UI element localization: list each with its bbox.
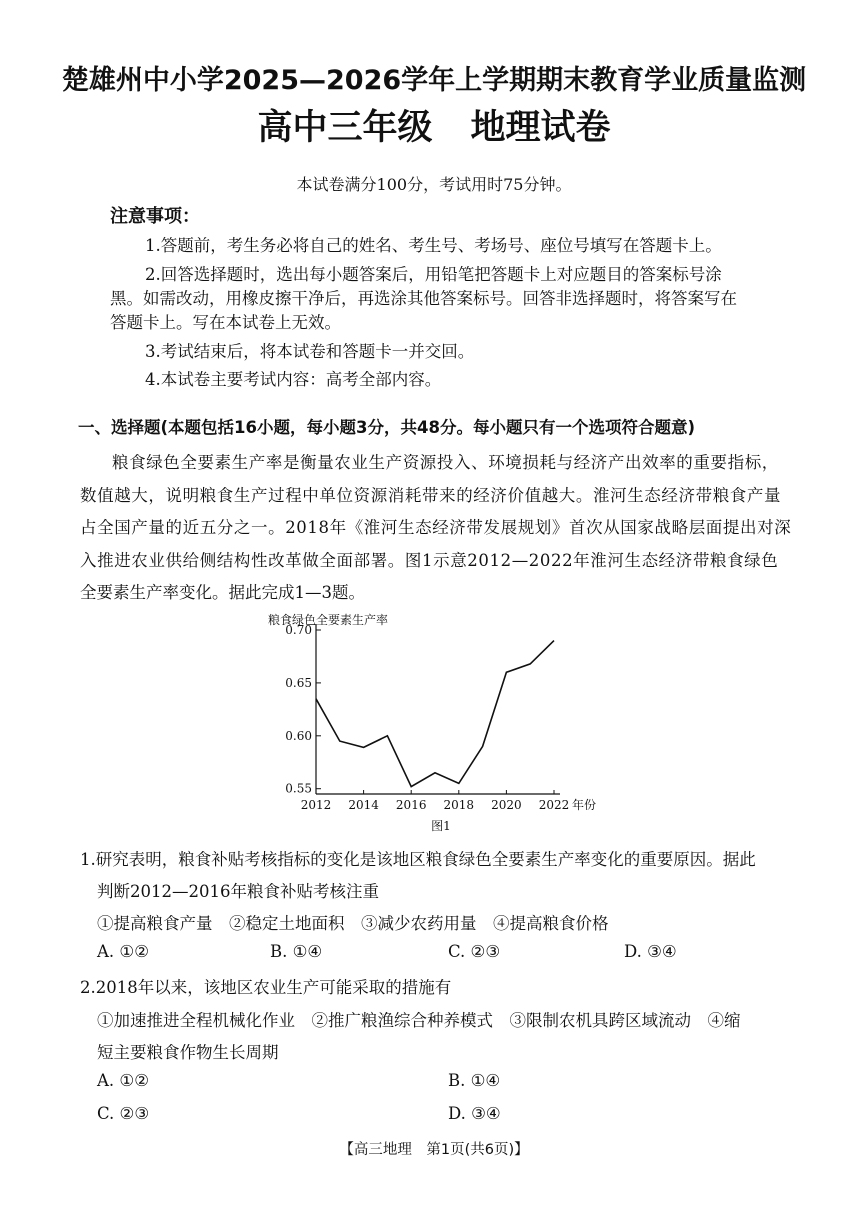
x-tick-label: 2014: [348, 798, 379, 812]
x-tick-label: 2012: [300, 798, 332, 812]
exam-info: 本试卷满分100分，考试用时75分钟。: [296, 175, 572, 194]
y-tick-label: 0.65: [285, 675, 312, 690]
x-tick-label: 2018: [443, 798, 475, 812]
question-2-option-d: D. ③④: [448, 1104, 501, 1123]
question-1-option-b: B. ①④: [270, 942, 323, 961]
chart-caption: 图1: [431, 819, 451, 833]
question-2-option-c: C. ②③: [97, 1104, 150, 1123]
notice-line-4: 答题卡上。写在本试卷上无效。: [110, 313, 341, 332]
question-1-option-a: A. ①②: [97, 942, 149, 961]
grade-label: 高中三年级: [257, 108, 433, 148]
question-2-stem: 2.2018年以来，该地区农业生产可能采取的措施有: [80, 978, 452, 997]
passage-line-5: 全要素生产率变化。据此完成1—3题。: [80, 583, 365, 602]
chart-series-line: [316, 641, 554, 787]
question-2-option-a: A. ①②: [97, 1071, 149, 1090]
passage-line-1: 粮食绿色全要素生产率是衡量农业生产资源投入、环境损耗与经济产出效率的重要指标，: [112, 453, 779, 472]
exam-subtitle: [0, 100, 868, 150]
question-1-items: ①提高粮食产量 ②稳定土地面积 ③减少农药用量 ④提高粮食价格: [97, 914, 609, 933]
chart-xlabel: 年份: [572, 798, 597, 812]
question-2-option-b: B. ①④: [448, 1071, 501, 1090]
y-tick-label: 0.55: [285, 781, 312, 796]
page-footer: 【高三地理 第1页(共6页)】: [339, 1142, 529, 1158]
exam-title: 楚雄州中小学2025—2026学年上学期期末教育学业质量监测: [61, 65, 807, 96]
question-1-stem-line-2: 判断2012—2016年粮食补贴考核注重: [97, 882, 379, 901]
question-2-items-line-1: ①加速推进全程机械化作业 ②推广粮渔综合种养模式 ③限制农机具跨区域流动 ④缩: [97, 1011, 741, 1030]
question-1-option-d: D. ③④: [624, 942, 677, 961]
notice-line-3: 黑。如需改动，用橡皮擦干净后，再选涂其他答案标号。回答非选择题时，将答案写在: [110, 289, 737, 308]
subject-label: 地理试卷: [470, 108, 611, 148]
chart-ylabel: 粮食绿色全要素生产率: [268, 613, 389, 627]
x-tick-label: 2020: [491, 798, 522, 812]
passage-line-2: 数值越大，说明粮食生产过程中单位资源消耗带来的经济价值越大。淮河生态经济带粮食产量: [80, 486, 782, 505]
productivity-line-chart: [262, 608, 622, 834]
question-2-items-line-2: 短主要粮食作物生长周期: [97, 1043, 279, 1062]
x-tick-label: 2016: [395, 798, 427, 812]
notice-heading: 注意事项：: [110, 206, 200, 227]
notice-line-5: 3.考试结束后，将本试卷和答题卡一并交回。: [145, 342, 475, 361]
notice-line-2: 2.回答选择题时，选出每小题答案后，用铅笔把答题卡上对应题目的答案标号涂: [145, 265, 722, 284]
section-heading: 一、选择题(本题包括16小题，每小题3分，共48分。每小题只有一个选项符合题意): [78, 418, 695, 437]
question-1-stem-line-1: 1.研究表明，粮食补贴考核指标的变化是该地区粮食绿色全要素生产率变化的重要原因。据此: [80, 850, 756, 869]
notice-line-6: 4.本试卷主要考试内容：高考全部内容。: [145, 370, 442, 389]
y-tick-label: 0.70: [285, 623, 312, 637]
x-tick-label: 2022: [538, 798, 570, 812]
passage-line-4: 入推进农业供给侧结构性改革做全面部署。图1示意2012—2022年淮河生态经济带粮食绿色: [80, 551, 779, 570]
y-tick-label: 0.60: [285, 728, 312, 743]
question-1-option-c: C. ②③: [448, 942, 501, 961]
passage-line-3: 占全国产量的近五分之一。2018年《淮河生态经济带发展规划》首次从国家战略层面提出对深: [80, 518, 792, 537]
notice-line-1: 1.答题前，考生务必将自己的姓名、考生号、考场号、座位号填写在答题卡上。: [145, 236, 722, 255]
